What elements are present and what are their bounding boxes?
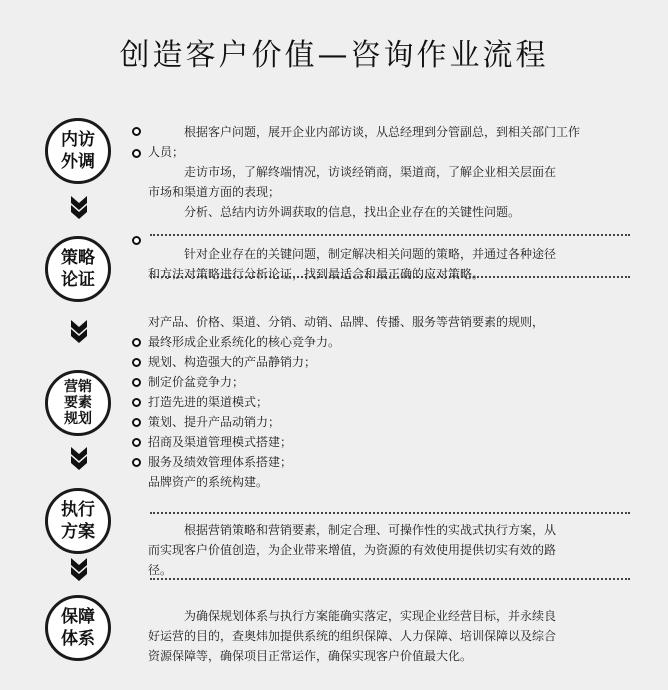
step-label: 营销 (64, 379, 92, 395)
step-label: 外调 (61, 152, 95, 172)
chevron-down-icon (70, 196, 88, 220)
paragraph: 为确保规划体系与执行方案能确实落定，实现企业经营目标，并永续良 (184, 609, 557, 623)
dotted-divider (150, 276, 630, 278)
step-circle-research (45, 118, 111, 184)
step-label: 保障 (61, 607, 95, 627)
step-label: 方案 (61, 522, 95, 542)
section-execution-text (148, 520, 636, 580)
paragraph: 分析、总结内访外调获取的信息，找出企业存在的关键性问题。 (184, 205, 521, 219)
step-circle-assurance (45, 595, 111, 661)
list-item: 招商及渠道管理模式搭建； (148, 435, 293, 449)
dotted-divider (150, 578, 630, 580)
bullet-icon (132, 127, 141, 136)
paragraph: 市场和渠道方面的表现； (148, 185, 281, 199)
bullet-icon (132, 418, 141, 427)
step-circle-execution (45, 488, 111, 554)
dotted-divider (150, 512, 630, 514)
paragraph: 根据客户问题，展开企业内部访谈，从总经理到分管副总，到相关部门工作 (184, 125, 581, 139)
section-research-text (148, 122, 628, 222)
paragraph: 径。 (148, 563, 173, 577)
paragraph: 走访市场，了解终端情况，访谈经销商，渠道商，了解企业相关层面在 (184, 165, 557, 179)
bullet-icon (132, 398, 141, 407)
paragraph: 人员； (148, 145, 185, 159)
step-label: 要素 (64, 395, 92, 411)
bullet-icon (132, 236, 141, 245)
step-label: 论证 (61, 270, 95, 290)
section-marketing-list (148, 332, 628, 492)
paragraph: 和方法对策略进行分析论证，找到最适合和最正确的应对策略。 (148, 267, 485, 281)
paragraph: 资源保障等，确保项目正常运作，确保实现客户价值最大化。 (148, 649, 473, 663)
page-title: 创造客户价值—咨询作业流程 (119, 38, 549, 73)
step-label: 策略 (61, 248, 95, 268)
dotted-divider (150, 234, 630, 236)
list-item: 规划、构造强大的产品静销力； (148, 355, 317, 369)
section-strategy-text (148, 244, 628, 284)
step-label: 内访 (61, 130, 95, 150)
list-item: 服务及绩效管理体系搭建； (148, 455, 293, 469)
bullet-icon (132, 378, 141, 387)
section-marketing-intro: 对产品、价格、渠道、分销、动销、品牌、传播、服务等营销要素的规则， (148, 315, 545, 329)
chevron-down-icon (70, 447, 88, 471)
paragraph: 而实现客户价值创造，为企业带来增值，为资源的有效使用提供切实有效的路 (148, 543, 557, 557)
step-circle-strategy (45, 236, 111, 302)
bullet-icon (132, 438, 141, 447)
paragraph: 根据营销策略和营销要素，制定合理、可操作性的实战式执行方案，从 (184, 523, 557, 537)
paragraph: 针对企业存在的关键问题，制定解决相关问题的策略，并通过各种途径 (184, 247, 557, 261)
step-label: 执行 (61, 500, 95, 520)
list-item: 最终形成企业系统化的核心竞争力。 (148, 335, 341, 349)
list-item: 打造先进的渠道模式； (148, 395, 269, 409)
bullet-icon (132, 338, 141, 347)
list-item: 品牌资产的系统构建。 (148, 475, 269, 489)
step-circle-marketing (45, 370, 111, 436)
bullet-icon (132, 149, 141, 158)
chevron-down-icon (70, 558, 88, 582)
section-assurance-text (148, 606, 636, 666)
list-item: 策划、提升产品动销力； (148, 415, 281, 429)
step-label: 体系 (61, 629, 95, 649)
step-label: 规划 (64, 411, 92, 427)
bullet-icon (132, 358, 141, 367)
chevron-down-icon (70, 320, 88, 344)
bullet-icon (132, 458, 141, 467)
paragraph: 好运营的目的，查奥炜加提供系统的组织保障、人力保障、培训保障以及综合 (148, 629, 557, 643)
list-item: 制定价盆竞争力； (148, 375, 245, 389)
